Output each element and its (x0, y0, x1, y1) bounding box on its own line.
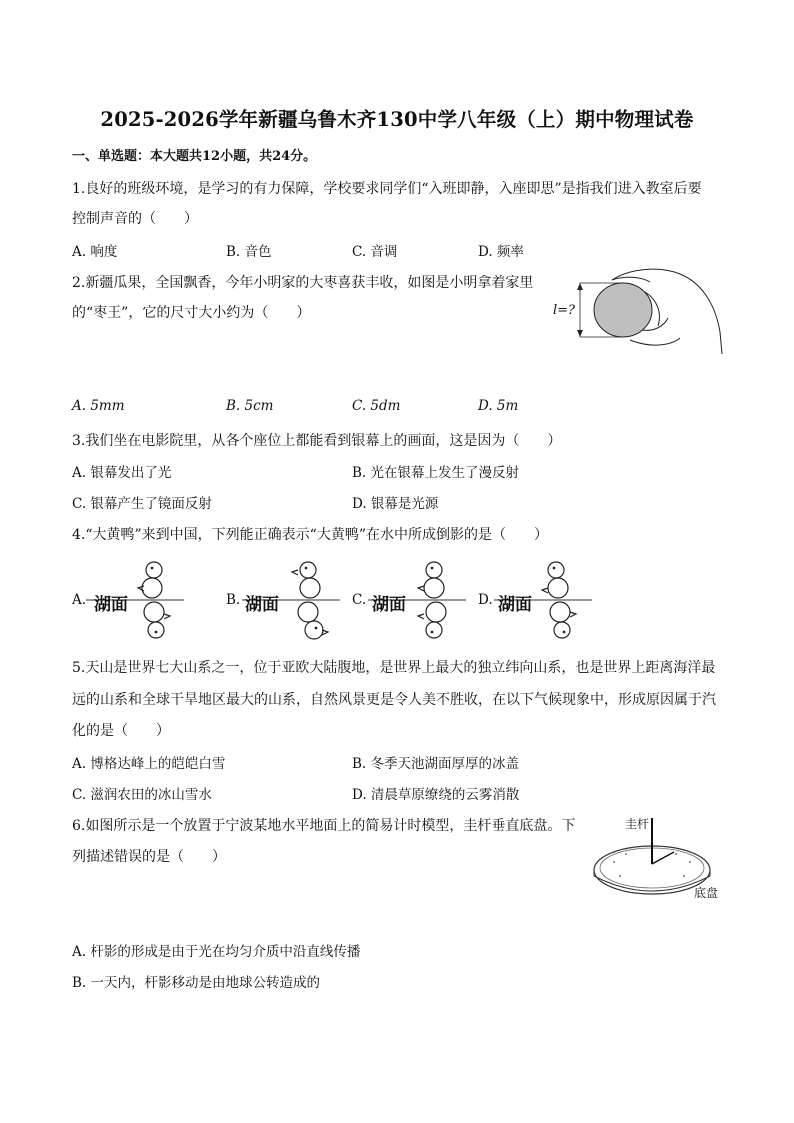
q3-option-a: A. 银幕发出了光 (72, 465, 172, 481)
q1-line2: 控制声音的（ ） (72, 211, 198, 227)
q6-pole-label: 圭杆 (625, 817, 650, 831)
jujube-hand-figure (550, 262, 730, 362)
q2-option-d: D. 5m (478, 398, 519, 414)
q4-lake-label-a: 湖面 (94, 595, 128, 615)
q5-option-b: B. 冬季天池湖面厚厚的冰盖 (352, 756, 520, 772)
q4-option-d: D. (478, 592, 493, 608)
q3-option-d: D. 银幕是光源 (352, 496, 439, 512)
q6-line2: 列描述错误的是（ ） (72, 849, 226, 865)
q6-base-label: 底盘 (694, 886, 719, 900)
q4-lake-label-b: 湖面 (245, 595, 279, 615)
q3-option-c: C. 银幕产生了镜面反射 (72, 496, 212, 512)
q1-option-b: B. 音色 (226, 244, 272, 260)
section-heading: 一、单选题：本大题共12小题，共24分。 (72, 149, 317, 164)
q4-option-a: A. (72, 592, 87, 608)
q5-option-d: D. 清晨草原缭绕的云雾消散 (352, 787, 520, 803)
q2-figure-label: l=? (553, 303, 576, 318)
q5-option-c: C. 滋润农田的冰山雪水 (72, 787, 212, 803)
q3-option-b: B. 光在银幕上发生了漫反射 (352, 465, 520, 481)
q3-line1: 3.我们坐在电影院里，从各个座位上都能看到银幕上的画面，这是因为（ ） (72, 433, 562, 449)
q2-line2: 的“枣王”，它的尺寸大小约为（ ） (72, 305, 311, 321)
q2-option-b: B. 5cm (226, 398, 274, 414)
q4-line1: 4.“大黄鸭”来到中国，下列能正确表示“大黄鸭”在水中所成倒影的是（ ） (72, 527, 548, 543)
q4-lake-label-d: 湖面 (498, 595, 532, 615)
q1-option-c: C. 音调 (352, 244, 398, 260)
q5-line1: 5.天山是世界七大山系之一，位于亚欧大陆腹地，是世界上最大的独立纬向山系，也是世界上距离海洋最 (72, 660, 716, 676)
q1-option-a: A. 响度 (72, 244, 118, 260)
q1-line1: 1.良好的班级环境，是学习的有力保障，学校要求同学们“入班即静，入座即思”是指我们进入教室后要 (72, 181, 702, 197)
q2-option-c: C. 5dm (352, 398, 401, 414)
q4-option-b: B. (226, 592, 241, 608)
q6-line1: 6.如图所示是一个放置于宁波某地水平地面上的简易计时模型，圭杆垂直底盘。下 (72, 818, 576, 834)
q2-option-a: A. 5mm (72, 398, 125, 414)
q5-line2: 远的山系和全球干旱地区最大的山系，自然风景更是令人美不胜收，在以下气候现象中，形成原因属于汽 (72, 692, 716, 708)
q6-option-b: B. 一天内，杆影移动是由地球公转造成的 (72, 975, 321, 991)
q5-option-a: A. 博格达峰上的皑皑白雪 (72, 756, 226, 772)
q5-line3: 化的是（ ） (72, 723, 170, 739)
q1-option-d: D. 频率 (478, 244, 524, 260)
q6-option-a: A. 杆影的形成是由于光在均匀介质中沿直线传播 (72, 944, 361, 960)
q2-line1: 2.新疆瓜果，全国飘香，今年小明家的大枣喜获丰收，如图是小明拿着家里 (72, 275, 534, 291)
q4-lake-label-c: 湖面 (372, 595, 406, 615)
exam-title: 2025-2026学年新疆乌鲁木齐130中学八年级（上）期中物理试卷 (100, 108, 694, 131)
q4-option-c: C. (352, 592, 367, 608)
